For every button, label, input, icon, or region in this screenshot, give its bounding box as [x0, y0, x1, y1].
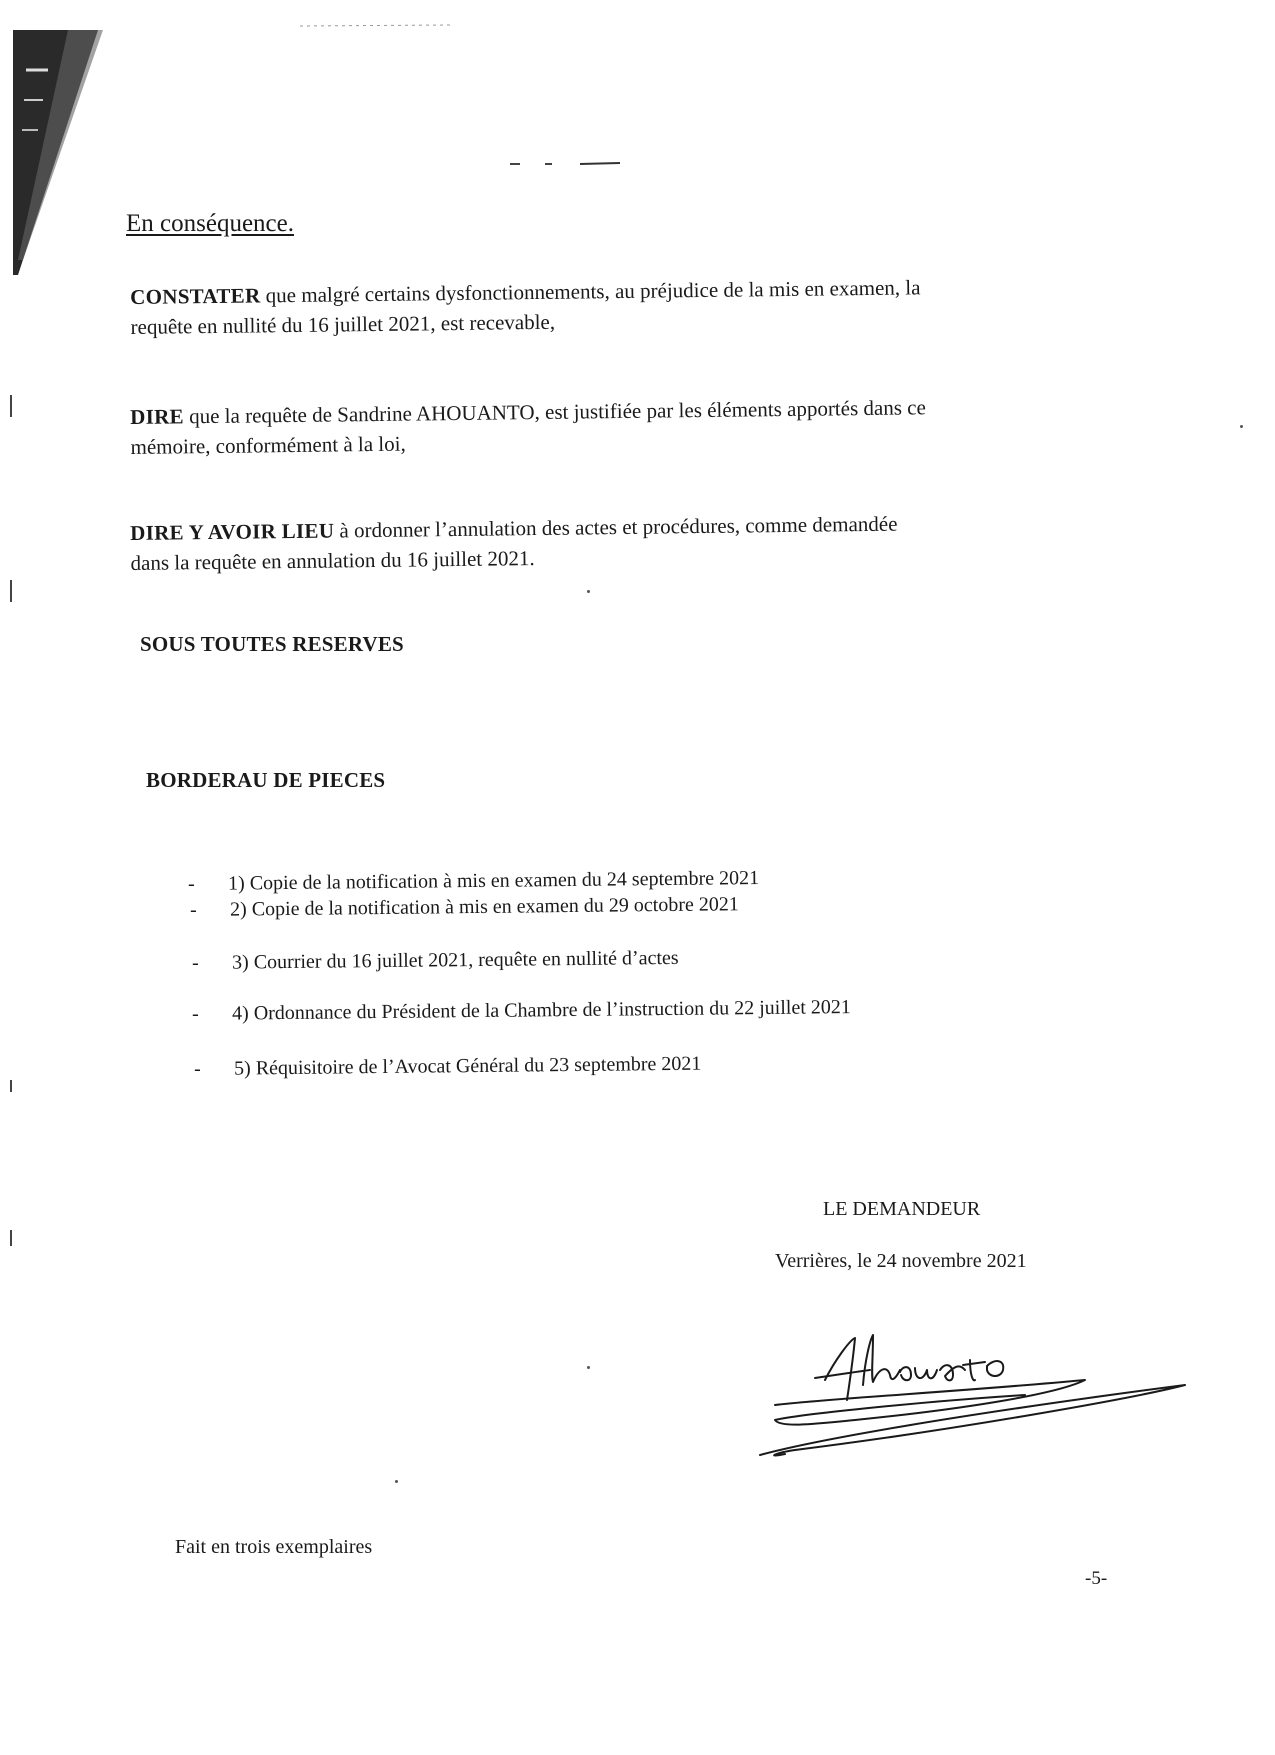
scan-speck — [587, 590, 590, 593]
paragraph-text: à ordonner l’annulation des actes et procédures, comme demandée — [334, 511, 898, 543]
paragraph-dire-y-avoir-lieu — [130, 506, 1081, 578]
bordereau-heading: BORDERAU DE PIECES — [146, 768, 386, 792]
paragraph-constater — [130, 270, 1081, 342]
margin-mark — [10, 1080, 12, 1092]
paragraph-dire — [130, 390, 1081, 462]
paragraph-keyword: DIRE Y AVOIR LIEU — [130, 518, 335, 545]
margin-mark — [10, 1230, 12, 1246]
list-item-text: 3) Courrier du 16 juillet 2021, requête en nullité d’actes — [231, 946, 679, 974]
scan-speck — [587, 1366, 590, 1369]
paragraph-keyword: CONSTATER — [130, 283, 261, 309]
page-number: -5- — [1085, 1568, 1108, 1589]
paragraph-text: requête en nullité du 16 juillet 2021, est recevable, — [130, 309, 556, 339]
paragraph-keyword: DIRE — [130, 404, 185, 429]
paragraph-text: que la requête de Sandrine AHOUANTO, est justifiée par les éléments apportés dans ce — [183, 395, 926, 429]
paragraph-text: mémoire, conformément à la loi, — [130, 431, 406, 459]
list-item — [194, 1053, 701, 1081]
paragraph-text: que malgré certains dysfonctionnements, au préjudice de la mis en examen, la — [260, 275, 921, 308]
reserves-heading: SOUS TOUTES RESERVES — [140, 632, 404, 656]
list-dash: - — [192, 1002, 199, 1025]
handwritten-signature — [755, 1320, 1225, 1480]
scan-dash-mark — [510, 155, 620, 163]
margin-mark — [10, 395, 12, 417]
list-item-text: 4) Ordonnance du Président de la Chambre de l’instruction du 22 juillet 2021 — [231, 996, 851, 1025]
list-dash: - — [194, 1057, 201, 1080]
scan-speck — [1240, 425, 1243, 428]
section-heading: En conséquence. — [126, 210, 294, 237]
margin-mark — [10, 580, 12, 602]
list-dash: - — [190, 898, 197, 921]
list-item-text: 2) Copie de la notification à mis en examen du 29 octobre 2021 — [229, 893, 739, 921]
list-item — [192, 996, 851, 1026]
list-dash: - — [192, 951, 199, 974]
scan-speck — [395, 1480, 398, 1483]
list-item-text: 5) Réquisitoire de l’Avocat Général du 23 septembre 2021 — [233, 1052, 702, 1080]
scan-edge-artifact — [8, 30, 103, 280]
scan-speckle-top — [300, 18, 450, 28]
paragraph-text: dans la requête en annulation du 16 juillet 2021. — [130, 546, 535, 575]
list-item — [188, 867, 759, 896]
copies-note: Fait en trois exemplaires — [175, 1536, 373, 1558]
list-item — [192, 947, 679, 975]
list-dash: - — [188, 872, 195, 895]
list-item-text: 1) Copie de la notification à mis en examen du 24 septembre 2021 — [227, 867, 760, 895]
list-item — [190, 893, 739, 922]
signatory-label: LE DEMANDEUR — [823, 1198, 981, 1220]
place-date: Verrières, le 24 novembre 2021 — [775, 1250, 1027, 1272]
